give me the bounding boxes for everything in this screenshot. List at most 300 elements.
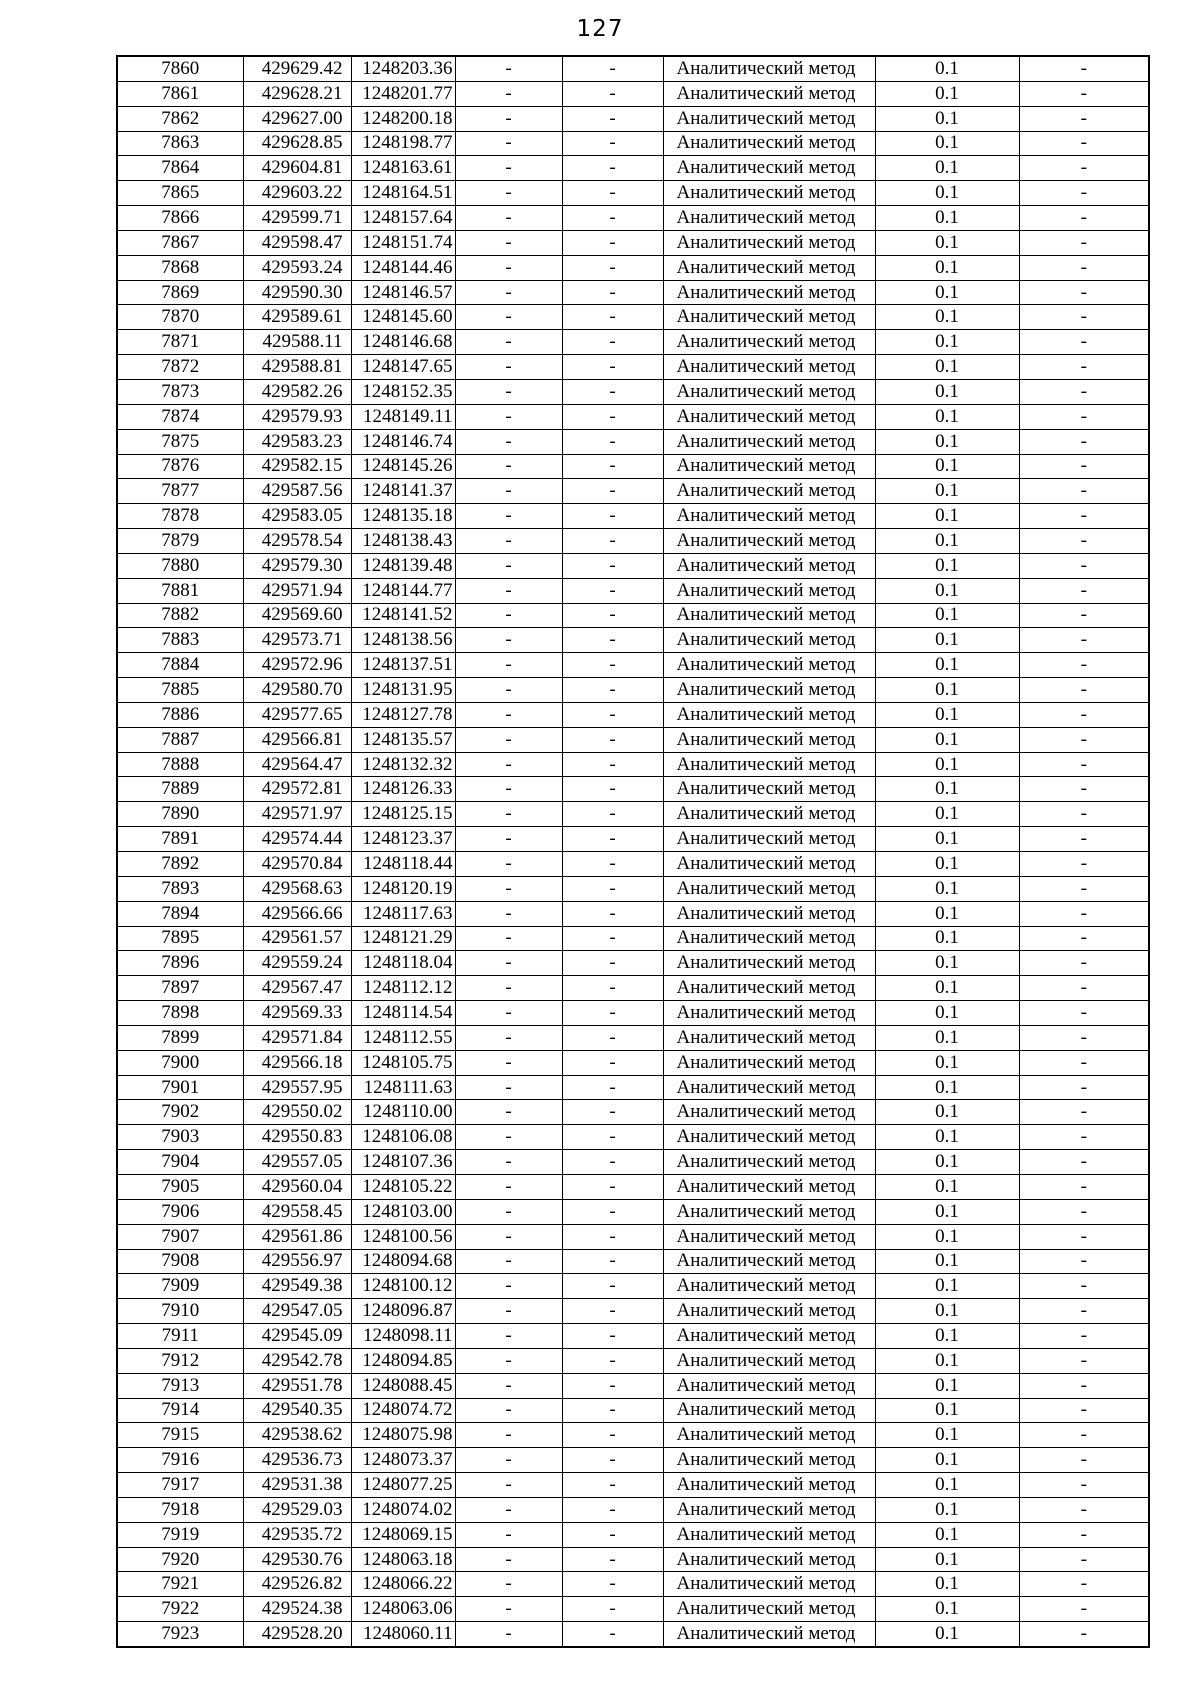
x-coordinate-cell: 429590.30 <box>243 280 351 305</box>
dash-cell-c: - <box>1019 603 1149 628</box>
dash-cell-b: - <box>562 827 663 852</box>
accuracy-cell: 0.1 <box>875 206 1019 231</box>
point-number-cell: 7884 <box>117 653 243 678</box>
x-coordinate-cell: 429531.38 <box>243 1473 351 1498</box>
accuracy-cell: 0.1 <box>875 529 1019 554</box>
dash-cell-b: - <box>562 553 663 578</box>
point-number-cell: 7883 <box>117 628 243 653</box>
point-number-cell: 7909 <box>117 1274 243 1299</box>
dash-cell-b: - <box>562 1522 663 1547</box>
y-coordinate-cell: 1248146.57 <box>351 280 455 305</box>
dash-cell-a: - <box>455 1497 562 1522</box>
accuracy-cell: 0.1 <box>875 752 1019 777</box>
y-coordinate-cell: 1248063.18 <box>351 1547 455 1572</box>
dash-cell-b: - <box>562 330 663 355</box>
y-coordinate-cell: 1248203.36 <box>351 56 455 81</box>
method-cell: Аналитический метод <box>663 1150 875 1175</box>
accuracy-cell: 0.1 <box>875 1597 1019 1622</box>
table-row <box>117 1100 1149 1125</box>
dash-cell-a: - <box>455 1001 562 1026</box>
dash-cell-b: - <box>562 1423 663 1448</box>
y-coordinate-cell: 1248138.56 <box>351 628 455 653</box>
dash-cell-b: - <box>562 1572 663 1597</box>
method-cell: Аналитический метод <box>663 429 875 454</box>
accuracy-cell: 0.1 <box>875 106 1019 131</box>
table-row <box>117 951 1149 976</box>
x-coordinate-cell: 429549.38 <box>243 1274 351 1299</box>
dash-cell-b: - <box>562 529 663 554</box>
dash-cell-b: - <box>562 1348 663 1373</box>
dash-cell-c: - <box>1019 106 1149 131</box>
dash-cell-c: - <box>1019 1622 1149 1647</box>
y-coordinate-cell: 1248063.06 <box>351 1597 455 1622</box>
point-number-cell: 7878 <box>117 504 243 529</box>
accuracy-cell: 0.1 <box>875 355 1019 380</box>
x-coordinate-cell: 429538.62 <box>243 1423 351 1448</box>
method-cell: Аналитический метод <box>663 1497 875 1522</box>
point-number-cell: 7906 <box>117 1199 243 1224</box>
dash-cell-a: - <box>455 727 562 752</box>
dash-cell-b: - <box>562 1150 663 1175</box>
point-number-cell: 7923 <box>117 1622 243 1647</box>
method-cell: Аналитический метод <box>663 976 875 1001</box>
y-coordinate-cell: 1248105.75 <box>351 1050 455 1075</box>
dash-cell-b: - <box>562 976 663 1001</box>
y-coordinate-cell: 1248164.51 <box>351 181 455 206</box>
x-coordinate-cell: 429582.15 <box>243 454 351 479</box>
method-cell: Аналитический метод <box>663 379 875 404</box>
dash-cell-c: - <box>1019 181 1149 206</box>
accuracy-cell: 0.1 <box>875 230 1019 255</box>
point-number-cell: 7910 <box>117 1299 243 1324</box>
x-coordinate-cell: 429571.84 <box>243 1025 351 1050</box>
dash-cell-a: - <box>455 131 562 156</box>
table-row <box>117 1522 1149 1547</box>
dash-cell-b: - <box>562 230 663 255</box>
accuracy-cell: 0.1 <box>875 1100 1019 1125</box>
table-row <box>117 330 1149 355</box>
point-number-cell: 7902 <box>117 1100 243 1125</box>
dash-cell-b: - <box>562 404 663 429</box>
y-coordinate-cell: 1248163.61 <box>351 156 455 181</box>
dash-cell-b: - <box>562 777 663 802</box>
dash-cell-a: - <box>455 1150 562 1175</box>
y-coordinate-cell: 1248201.77 <box>351 81 455 106</box>
dash-cell-a: - <box>455 1174 562 1199</box>
dash-cell-c: - <box>1019 1125 1149 1150</box>
dash-cell-a: - <box>455 1348 562 1373</box>
table-row <box>117 1249 1149 1274</box>
accuracy-cell: 0.1 <box>875 479 1019 504</box>
point-number-cell: 7894 <box>117 901 243 926</box>
y-coordinate-cell: 1248074.72 <box>351 1398 455 1423</box>
point-number-cell: 7882 <box>117 603 243 628</box>
method-cell: Аналитический метод <box>663 727 875 752</box>
dash-cell-c: - <box>1019 827 1149 852</box>
dash-cell-a: - <box>455 827 562 852</box>
method-cell: Аналитический метод <box>663 1398 875 1423</box>
y-coordinate-cell: 1248135.57 <box>351 727 455 752</box>
table-row <box>117 255 1149 280</box>
dash-cell-c: - <box>1019 454 1149 479</box>
x-coordinate-cell: 429579.30 <box>243 553 351 578</box>
y-coordinate-cell: 1248112.55 <box>351 1025 455 1050</box>
y-coordinate-cell: 1248121.29 <box>351 926 455 951</box>
y-coordinate-cell: 1248111.63 <box>351 1075 455 1100</box>
point-number-cell: 7877 <box>117 479 243 504</box>
dash-cell-b: - <box>562 876 663 901</box>
dash-cell-c: - <box>1019 1398 1149 1423</box>
point-number-cell: 7922 <box>117 1597 243 1622</box>
method-cell: Аналитический метод <box>663 777 875 802</box>
dash-cell-c: - <box>1019 976 1149 1001</box>
table-row <box>117 1547 1149 1572</box>
method-cell: Аналитический метод <box>663 330 875 355</box>
dash-cell-c: - <box>1019 529 1149 554</box>
accuracy-cell: 0.1 <box>875 852 1019 877</box>
dash-cell-c: - <box>1019 1547 1149 1572</box>
dash-cell-c: - <box>1019 1324 1149 1349</box>
point-number-cell: 7904 <box>117 1150 243 1175</box>
method-cell: Аналитический метод <box>663 479 875 504</box>
table-row <box>117 926 1149 951</box>
table-row <box>117 628 1149 653</box>
accuracy-cell: 0.1 <box>875 156 1019 181</box>
accuracy-cell: 0.1 <box>875 280 1019 305</box>
method-cell: Аналитический метод <box>663 1324 875 1349</box>
x-coordinate-cell: 429545.09 <box>243 1324 351 1349</box>
dash-cell-c: - <box>1019 777 1149 802</box>
dash-cell-c: - <box>1019 206 1149 231</box>
point-number-cell: 7871 <box>117 330 243 355</box>
dash-cell-c: - <box>1019 1597 1149 1622</box>
dash-cell-c: - <box>1019 1572 1149 1597</box>
y-coordinate-cell: 1248147.65 <box>351 355 455 380</box>
table-row <box>117 901 1149 926</box>
dash-cell-b: - <box>562 454 663 479</box>
dash-cell-b: - <box>562 131 663 156</box>
method-cell: Аналитический метод <box>663 1001 875 1026</box>
y-coordinate-cell: 1248096.87 <box>351 1299 455 1324</box>
x-coordinate-cell: 429530.76 <box>243 1547 351 1572</box>
dash-cell-a: - <box>455 876 562 901</box>
dash-cell-a: - <box>455 1448 562 1473</box>
dash-cell-c: - <box>1019 429 1149 454</box>
accuracy-cell: 0.1 <box>875 876 1019 901</box>
method-cell: Аналитический метод <box>663 504 875 529</box>
x-coordinate-cell: 429528.20 <box>243 1622 351 1647</box>
dash-cell-c: - <box>1019 1249 1149 1274</box>
x-coordinate-cell: 429529.03 <box>243 1497 351 1522</box>
y-coordinate-cell: 1248152.35 <box>351 379 455 404</box>
accuracy-cell: 0.1 <box>875 1398 1019 1423</box>
x-coordinate-cell: 429569.33 <box>243 1001 351 1026</box>
table-row <box>117 106 1149 131</box>
dash-cell-b: - <box>562 1274 663 1299</box>
table-row <box>117 1075 1149 1100</box>
point-number-cell: 7886 <box>117 702 243 727</box>
dash-cell-c: - <box>1019 802 1149 827</box>
dash-cell-a: - <box>455 752 562 777</box>
method-cell: Аналитический метод <box>663 56 875 81</box>
accuracy-cell: 0.1 <box>875 951 1019 976</box>
y-coordinate-cell: 1248141.37 <box>351 479 455 504</box>
x-coordinate-cell: 429593.24 <box>243 255 351 280</box>
x-coordinate-cell: 429571.97 <box>243 802 351 827</box>
y-coordinate-cell: 1248114.54 <box>351 1001 455 1026</box>
y-coordinate-cell: 1248074.02 <box>351 1497 455 1522</box>
point-number-cell: 7860 <box>117 56 243 81</box>
dash-cell-a: - <box>455 1100 562 1125</box>
method-cell: Аналитический метод <box>663 454 875 479</box>
accuracy-cell: 0.1 <box>875 1522 1019 1547</box>
table-row <box>117 702 1149 727</box>
dash-cell-c: - <box>1019 578 1149 603</box>
dash-cell-c: - <box>1019 1100 1149 1125</box>
method-cell: Аналитический метод <box>663 1572 875 1597</box>
dash-cell-b: - <box>562 1075 663 1100</box>
y-coordinate-cell: 1248149.11 <box>351 404 455 429</box>
x-coordinate-cell: 429526.82 <box>243 1572 351 1597</box>
method-cell: Аналитический метод <box>663 1348 875 1373</box>
dash-cell-b: - <box>562 181 663 206</box>
method-cell: Аналитический метод <box>663 1299 875 1324</box>
dash-cell-a: - <box>455 156 562 181</box>
table-row <box>117 454 1149 479</box>
table-row <box>117 1423 1149 1448</box>
method-cell: Аналитический метод <box>663 1125 875 1150</box>
dash-cell-b: - <box>562 752 663 777</box>
dash-cell-a: - <box>455 1423 562 1448</box>
accuracy-cell: 0.1 <box>875 181 1019 206</box>
dash-cell-c: - <box>1019 131 1149 156</box>
point-number-cell: 7862 <box>117 106 243 131</box>
dash-cell-a: - <box>455 1199 562 1224</box>
dash-cell-c: - <box>1019 1199 1149 1224</box>
dash-cell-a: - <box>455 206 562 231</box>
y-coordinate-cell: 1248088.45 <box>351 1373 455 1398</box>
x-coordinate-cell: 429536.73 <box>243 1448 351 1473</box>
method-cell: Аналитический метод <box>663 1522 875 1547</box>
dash-cell-a: - <box>455 454 562 479</box>
y-coordinate-cell: 1248112.12 <box>351 976 455 1001</box>
y-coordinate-cell: 1248098.11 <box>351 1324 455 1349</box>
accuracy-cell: 0.1 <box>875 1324 1019 1349</box>
y-coordinate-cell: 1248094.85 <box>351 1348 455 1373</box>
point-number-cell: 7919 <box>117 1522 243 1547</box>
dash-cell-c: - <box>1019 56 1149 81</box>
x-coordinate-cell: 429568.63 <box>243 876 351 901</box>
table-row <box>117 181 1149 206</box>
dash-cell-c: - <box>1019 1001 1149 1026</box>
method-cell: Аналитический метод <box>663 1274 875 1299</box>
accuracy-cell: 0.1 <box>875 1497 1019 1522</box>
y-coordinate-cell: 1248120.19 <box>351 876 455 901</box>
y-coordinate-cell: 1248066.22 <box>351 1572 455 1597</box>
y-coordinate-cell: 1248073.37 <box>351 1448 455 1473</box>
dash-cell-b: - <box>562 1025 663 1050</box>
dash-cell-b: - <box>562 802 663 827</box>
point-number-cell: 7885 <box>117 678 243 703</box>
table-row <box>117 1373 1149 1398</box>
y-coordinate-cell: 1248138.43 <box>351 529 455 554</box>
method-cell: Аналитический метод <box>663 752 875 777</box>
point-number-cell: 7873 <box>117 379 243 404</box>
point-number-cell: 7888 <box>117 752 243 777</box>
x-coordinate-cell: 429564.47 <box>243 752 351 777</box>
method-cell: Аналитический метод <box>663 1075 875 1100</box>
dash-cell-b: - <box>562 504 663 529</box>
dash-cell-a: - <box>455 1572 562 1597</box>
x-coordinate-cell: 429566.66 <box>243 901 351 926</box>
dash-cell-a: - <box>455 1050 562 1075</box>
dash-cell-c: - <box>1019 876 1149 901</box>
x-coordinate-cell: 429547.05 <box>243 1299 351 1324</box>
x-coordinate-cell: 429582.26 <box>243 379 351 404</box>
x-coordinate-cell: 429578.54 <box>243 529 351 554</box>
y-coordinate-cell: 1248131.95 <box>351 678 455 703</box>
accuracy-cell: 0.1 <box>875 1448 1019 1473</box>
x-coordinate-cell: 429567.47 <box>243 976 351 1001</box>
dash-cell-a: - <box>455 1324 562 1349</box>
accuracy-cell: 0.1 <box>875 1547 1019 1572</box>
method-cell: Аналитический метод <box>663 653 875 678</box>
method-cell: Аналитический метод <box>663 355 875 380</box>
method-cell: Аналитический метод <box>663 280 875 305</box>
table-row <box>117 976 1149 1001</box>
dash-cell-b: - <box>562 1125 663 1150</box>
method-cell: Аналитический метод <box>663 553 875 578</box>
dash-cell-c: - <box>1019 702 1149 727</box>
point-number-cell: 7917 <box>117 1473 243 1498</box>
dash-cell-c: - <box>1019 1224 1149 1249</box>
y-coordinate-cell: 1248127.78 <box>351 702 455 727</box>
table-row <box>117 504 1149 529</box>
y-coordinate-cell: 1248118.04 <box>351 951 455 976</box>
table-row <box>117 1597 1149 1622</box>
dash-cell-a: - <box>455 976 562 1001</box>
x-coordinate-cell: 429542.78 <box>243 1348 351 1373</box>
dash-cell-a: - <box>455 702 562 727</box>
x-coordinate-cell: 429551.78 <box>243 1373 351 1398</box>
y-coordinate-cell: 1248077.25 <box>351 1473 455 1498</box>
dash-cell-a: - <box>455 1473 562 1498</box>
table-row <box>117 1174 1149 1199</box>
x-coordinate-cell: 429579.93 <box>243 404 351 429</box>
accuracy-cell: 0.1 <box>875 1249 1019 1274</box>
method-cell: Аналитический метод <box>663 578 875 603</box>
dash-cell-b: - <box>562 603 663 628</box>
table-row <box>117 1572 1149 1597</box>
accuracy-cell: 0.1 <box>875 330 1019 355</box>
table-row <box>117 81 1149 106</box>
point-number-cell: 7918 <box>117 1497 243 1522</box>
point-number-cell: 7911 <box>117 1324 243 1349</box>
accuracy-cell: 0.1 <box>875 827 1019 852</box>
x-coordinate-cell: 429566.81 <box>243 727 351 752</box>
dash-cell-a: - <box>455 255 562 280</box>
dash-cell-b: - <box>562 56 663 81</box>
dash-cell-c: - <box>1019 355 1149 380</box>
y-coordinate-cell: 1248200.18 <box>351 106 455 131</box>
x-coordinate-cell: 429587.56 <box>243 479 351 504</box>
dash-cell-c: - <box>1019 1075 1149 1100</box>
dash-cell-a: - <box>455 926 562 951</box>
point-number-cell: 7879 <box>117 529 243 554</box>
accuracy-cell: 0.1 <box>875 1199 1019 1224</box>
x-coordinate-cell: 429598.47 <box>243 230 351 255</box>
accuracy-cell: 0.1 <box>875 1348 1019 1373</box>
method-cell: Аналитический метод <box>663 206 875 231</box>
dash-cell-b: - <box>562 305 663 330</box>
dash-cell-b: - <box>562 628 663 653</box>
dash-cell-b: - <box>562 479 663 504</box>
x-coordinate-cell: 429588.81 <box>243 355 351 380</box>
x-coordinate-cell: 429561.57 <box>243 926 351 951</box>
point-number-cell: 7891 <box>117 827 243 852</box>
dash-cell-c: - <box>1019 1174 1149 1199</box>
dash-cell-a: - <box>455 628 562 653</box>
table-row <box>117 131 1149 156</box>
accuracy-cell: 0.1 <box>875 404 1019 429</box>
dash-cell-c: - <box>1019 230 1149 255</box>
dash-cell-b: - <box>562 1497 663 1522</box>
dash-cell-b: - <box>562 1050 663 1075</box>
y-coordinate-cell: 1248107.36 <box>351 1150 455 1175</box>
table-row <box>117 553 1149 578</box>
y-coordinate-cell: 1248105.22 <box>351 1174 455 1199</box>
accuracy-cell: 0.1 <box>875 901 1019 926</box>
x-coordinate-cell: 429570.84 <box>243 852 351 877</box>
dash-cell-c: - <box>1019 81 1149 106</box>
x-coordinate-cell: 429566.18 <box>243 1050 351 1075</box>
accuracy-cell: 0.1 <box>875 1373 1019 1398</box>
dash-cell-b: - <box>562 678 663 703</box>
dash-cell-b: - <box>562 578 663 603</box>
method-cell: Аналитический метод <box>663 901 875 926</box>
table-row <box>117 1324 1149 1349</box>
method-cell: Аналитический метод <box>663 852 875 877</box>
dash-cell-c: - <box>1019 1050 1149 1075</box>
dash-cell-a: - <box>455 852 562 877</box>
dash-cell-a: - <box>455 429 562 454</box>
accuracy-cell: 0.1 <box>875 1125 1019 1150</box>
table-row <box>117 1199 1149 1224</box>
dash-cell-c: - <box>1019 379 1149 404</box>
point-number-cell: 7890 <box>117 802 243 827</box>
dash-cell-b: - <box>562 280 663 305</box>
dash-cell-a: - <box>455 330 562 355</box>
x-coordinate-cell: 429573.71 <box>243 628 351 653</box>
dash-cell-a: - <box>455 230 562 255</box>
method-cell: Аналитический метод <box>663 603 875 628</box>
dash-cell-c: - <box>1019 1473 1149 1498</box>
y-coordinate-cell: 1248126.33 <box>351 777 455 802</box>
dash-cell-c: - <box>1019 1150 1149 1175</box>
dash-cell-c: - <box>1019 1348 1149 1373</box>
point-number-cell: 7903 <box>117 1125 243 1150</box>
method-cell: Аналитический метод <box>663 230 875 255</box>
accuracy-cell: 0.1 <box>875 379 1019 404</box>
dash-cell-b: - <box>562 653 663 678</box>
point-number-cell: 7899 <box>117 1025 243 1050</box>
accuracy-cell: 0.1 <box>875 802 1019 827</box>
y-coordinate-cell: 1248141.52 <box>351 603 455 628</box>
table-row <box>117 280 1149 305</box>
dash-cell-c: - <box>1019 404 1149 429</box>
dash-cell-b: - <box>562 1448 663 1473</box>
accuracy-cell: 0.1 <box>875 926 1019 951</box>
